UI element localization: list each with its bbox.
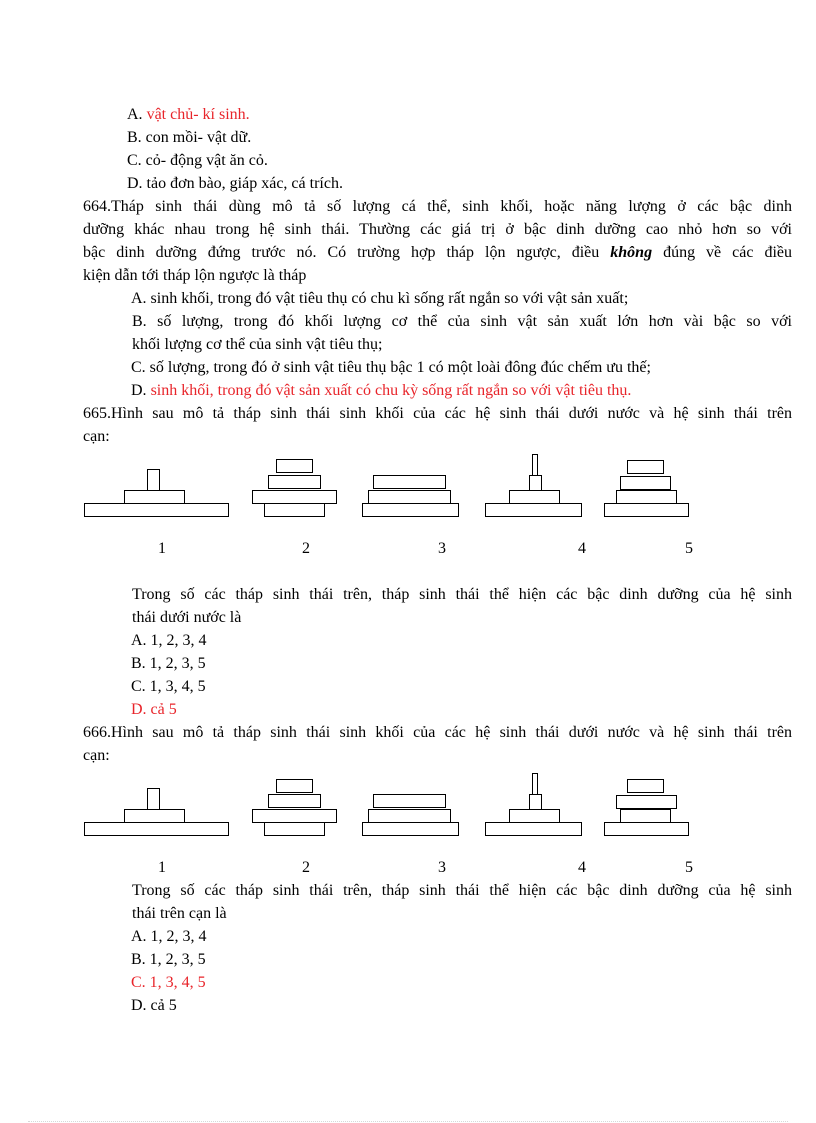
q666-label-4: 4 bbox=[578, 859, 586, 876]
q665-option-b: B. 1, 2, 3, 5 bbox=[131, 655, 206, 672]
q666-question-line2: thái trên cạn là bbox=[132, 905, 227, 922]
q665-pyramid-3 bbox=[363, 476, 459, 517]
q665-label-2: 2 bbox=[302, 540, 310, 557]
q666-option-d: D. cả 5 bbox=[131, 997, 177, 1014]
q664-option-b-line2: khối lượng cơ thể của sinh vật tiêu thụ; bbox=[132, 336, 383, 353]
q666-option-b: B. 1, 2, 3, 5 bbox=[131, 951, 206, 968]
q666-label-5: 5 bbox=[685, 859, 693, 876]
q664-stem-line4: kiện dẫn tới tháp lộn ngược là tháp bbox=[83, 267, 307, 284]
q664-option-d-letter: D. bbox=[131, 382, 147, 399]
q665-label-3: 3 bbox=[438, 540, 446, 557]
q666-pyramid-1 bbox=[85, 789, 229, 836]
q663-option-a-letter: A. bbox=[127, 106, 143, 123]
q664-stem-line3-pre: bậc dinh dưỡng đứng trước nó. Có trường hợp tháp lộn ngược, điều bbox=[83, 244, 600, 261]
q663-option-a-text: vật chủ- kí sinh. bbox=[146, 106, 250, 123]
q663-option-a bbox=[127, 104, 250, 126]
q663-option-c: C. cỏ- động vật ăn cỏ. bbox=[127, 152, 268, 169]
q665-label-1: 1 bbox=[158, 540, 166, 557]
q664-emphasis-khong: không bbox=[610, 244, 653, 261]
q666-pyramid-5 bbox=[605, 780, 689, 836]
q664-option-a: A. sinh khối, trong đó vật tiêu thụ có chu kì sống rất ngắn so với vật sản xuất; bbox=[131, 290, 629, 307]
q664-stem-line3-post: đúng về các điều bbox=[663, 244, 793, 261]
q663-option-b: B. con mồi- vật dữ. bbox=[127, 129, 252, 146]
q665-pyramid-4 bbox=[486, 455, 582, 517]
q665-option-d: D. cả 5 bbox=[131, 701, 177, 718]
q664-stem-line1: 664.Tháp sinh thái dùng mô tả số lượng cá thể, sinh khối, hoặc năng lượng ở các bậc dinh bbox=[83, 198, 792, 215]
q665-pyramid-2 bbox=[253, 460, 337, 517]
q664-option-d-text: sinh khối, trong đó vật sản xuất có chu kỳ sống rất ngắn so với vật tiêu thụ. bbox=[150, 382, 632, 399]
q666-pyramid-4 bbox=[486, 774, 582, 836]
q665-question-line1: Trong số các tháp sinh thái trên, tháp sinh thái thể hiện các bậc dinh dưỡng của hệ sinh bbox=[132, 586, 792, 603]
q665-stem-line1: 665.Hình sau mô tả tháp sinh thái sinh khối của các hệ sinh thái dưới nước và hệ sinh thái trên bbox=[83, 405, 792, 422]
q664-stem-line2: dưỡng khác nhau trong hệ sinh thái. Thường các giá trị ở bậc dinh dưỡng cao nhỏ hơn so với bbox=[83, 221, 792, 238]
q665-pyramid-5 bbox=[605, 461, 689, 517]
q665-question-line2: thái dưới nước là bbox=[132, 609, 242, 626]
q666-label-1: 1 bbox=[158, 859, 166, 876]
q666-option-a: A. 1, 2, 3, 4 bbox=[131, 928, 207, 945]
q665-stem-line2: cạn: bbox=[83, 428, 110, 445]
q666-option-c: C. 1, 3, 4, 5 bbox=[131, 974, 206, 991]
q666-label-3: 3 bbox=[438, 859, 446, 876]
q665-label-5: 5 bbox=[685, 540, 693, 557]
q663-option-d: D. tảo đơn bào, giáp xác, cá trích. bbox=[127, 175, 343, 192]
q666-pyramid-3 bbox=[363, 795, 459, 836]
q665-pyramid-1 bbox=[85, 470, 229, 517]
q666-label-2: 2 bbox=[302, 859, 310, 876]
q666-question-line1: Trong số các tháp sinh thái trên, tháp sinh thái thể hiện các bậc dinh dưỡng của hệ sinh bbox=[132, 882, 792, 899]
q664-option-b-line1: B. số lượng, trong đó khối lượng cơ thể của sinh vật sản xuất lớn hơn vài bậc so với bbox=[132, 313, 792, 330]
page-bottom-border bbox=[28, 1121, 788, 1122]
q665-label-4: 4 bbox=[578, 540, 586, 557]
q664-option-d bbox=[131, 380, 631, 402]
q666-pyramid-2 bbox=[253, 780, 337, 836]
q665-option-a: A. 1, 2, 3, 4 bbox=[131, 632, 207, 649]
q666-stem-line1: 666.Hình sau mô tả tháp sinh thái sinh khối của các hệ sinh thái dưới nước và hệ sinh thái trên bbox=[83, 724, 792, 741]
q664-stem-line3 bbox=[83, 242, 792, 264]
q664-option-c: C. số lượng, trong đó ở sinh vật tiêu thụ bậc 1 có một loài đông đúc chếm ưu thế; bbox=[131, 359, 651, 376]
q666-stem-line2: cạn: bbox=[83, 747, 110, 764]
q665-option-c: C. 1, 3, 4, 5 bbox=[131, 678, 206, 695]
